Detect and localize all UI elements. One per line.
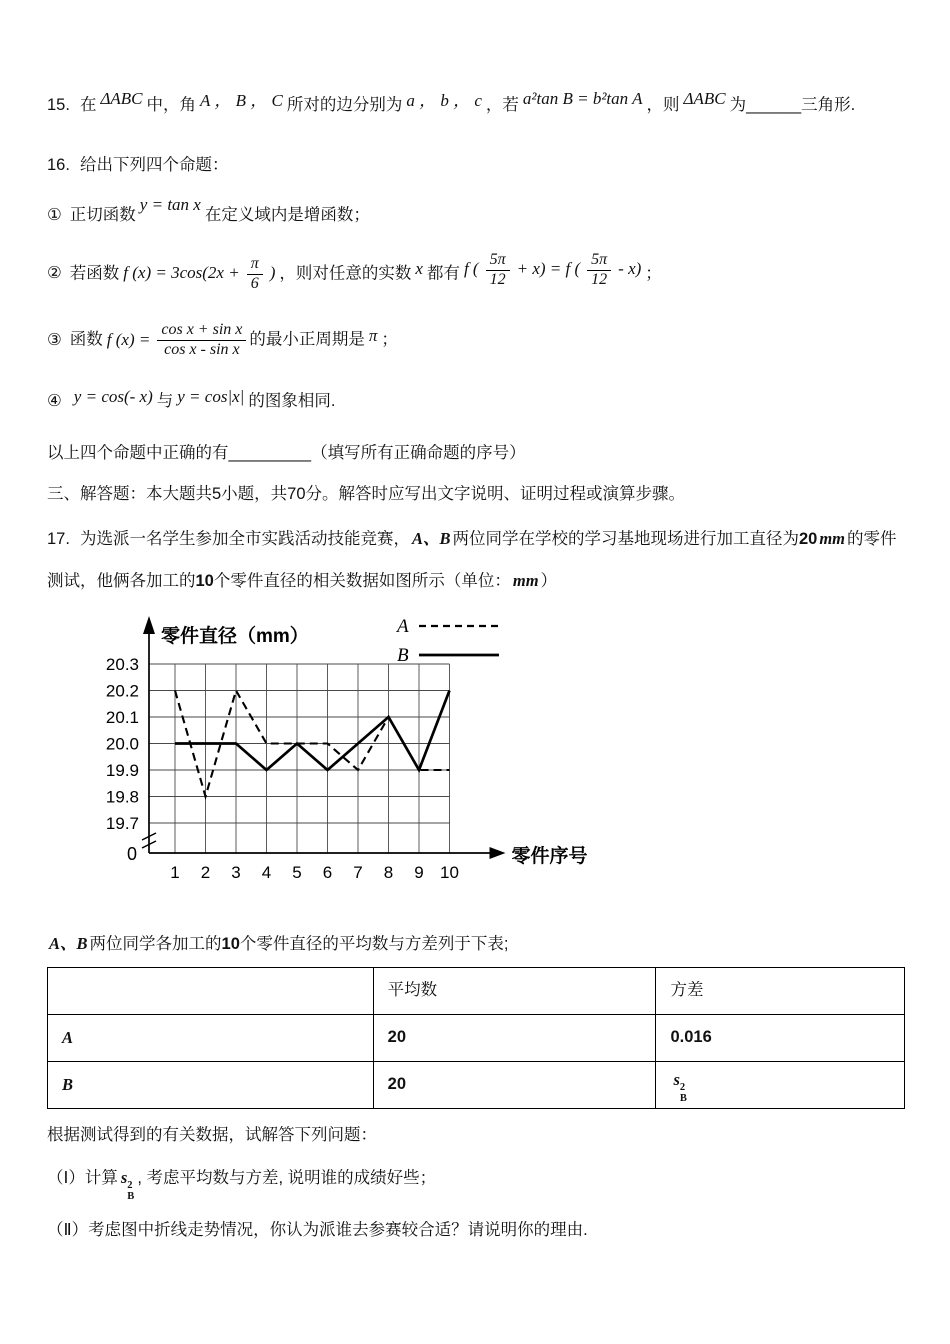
q16-p2-frac-pi-6 [247,255,263,294]
y-tick-label: 20.1 [105,708,139,727]
question-16-heading [47,153,905,179]
tintro-text-1: 两位同学各加工的 [89,934,222,953]
q17-count-10: 10 [195,571,214,590]
y-tick-label: 19.7 [105,814,139,833]
q17-text-3: 的零件测试，他俩各加工的 [47,529,897,590]
q17-text-2: 两位同学在学校的学习基地现场进行加工直径为 [452,529,799,548]
y-tick-label: 20.0 [105,734,139,754]
q15-math-triangle-abc-2: ΔABC [683,89,726,108]
row-a-mean: 20 [373,1015,656,1062]
frac-numerator: π [247,255,263,275]
x-tick-label: 10 [440,863,459,882]
q15-text-2: 中，角 [146,96,197,114]
q16-p4-marker: ④ [47,392,62,411]
q16-p2-math-mid: + x) = f ( [516,259,581,279]
tintro-text-2: 个零件直径的平均数与方差列于下表; [239,934,509,953]
parts-diameter-chart [75,608,905,909]
tintro-count-10: 10 [221,934,240,953]
y-tick-label: 20.2 [105,681,139,701]
x-tick-label: 9 [414,863,424,882]
question-16-heading-text: 给出下列四个命题： [79,155,229,174]
q17-unit-mm-2: mm [512,570,539,590]
frac-denominator: 12 [489,270,506,288]
y-tick-label: 19.9 [105,761,139,780]
frac-denominator: 6 [250,274,259,292]
q16-p2-marker: ② [47,264,62,283]
x-tick-label: 6 [322,863,333,882]
frac-denominator: cos x - sin x [164,341,240,359]
frac-denominator: 12 [591,270,608,288]
section-3-heading: 三、解答题：本大题共5小题，共70分。解答时应写出文字说明、证明过程或演算步骤。 [47,485,686,504]
svar-scripts [127,1180,134,1202]
question-17-part-2: （Ⅱ）考虑图中折线走势情况，你认为派谁去参赛较合适？请说明你的理由. [47,1220,588,1239]
table-row-a [48,1015,905,1062]
q15-text-3: 所对的边分别为 [286,96,403,114]
question-17-part-1 [47,1165,905,1202]
y-tick-label: 19.8 [105,787,139,807]
frac-numerator: 5π [486,251,510,271]
row-b-mean: 20 [373,1062,656,1109]
q16-proposition-3 [47,321,905,360]
question-15 [47,89,905,119]
table-header-row [48,968,905,1015]
svar-base: s [673,1069,680,1089]
question-15-number: 15. [47,96,70,114]
question-17 [47,518,905,602]
q16-proposition-1 [47,195,905,229]
q16-p1-text-2: 在定义域内是增函数； [204,206,370,225]
y-origin-label: 0 [126,844,137,864]
q15-math-angles: A ， B ， C [200,91,283,110]
q16-p3-math-pi: π [368,326,378,346]
q16-p2-math-end: - x) [618,259,642,279]
q16-proposition-4 [47,388,905,415]
q15-math-sides: a ， b ， c [406,91,482,110]
x-tick-label: 3 [231,863,241,882]
legend-label-b: B [397,645,409,666]
table-intro [47,931,905,958]
q16-p3-text-2: 的最小正周期是 [249,331,365,350]
tintro-ab: A、B [49,933,88,953]
q16-p2-frac-5pi-12-a [486,251,510,290]
svar-base: s [120,1167,128,1187]
q16-p2-math-fx: f (x) = 3cos(2x + [123,263,240,283]
svar-sub: B [679,1092,687,1104]
question-16-number: 16. [47,155,70,174]
row-b-variance [656,1062,905,1109]
row-a-label: A [48,1015,374,1062]
q16-p2-math-f-open: f ( [463,259,479,279]
q16-p2-text-3: 都有 [426,264,460,283]
q16-proposition-2 [47,250,905,294]
q17-text-5: ） [540,571,558,590]
q15-math-triangle-abc: ΔABC [100,89,143,108]
q16-p3-text-1: 函数 [69,331,103,350]
variance-b-symbol [673,1069,687,1104]
table-row-b [48,1062,905,1109]
q16-p1-math-tan: y = tan x [139,195,201,215]
q16-p1-text-1: 正切函数 [69,206,136,225]
q16-p4-text-2: 的图象相同. [248,392,336,411]
q15-text-1: 在 [79,96,97,114]
y-axis-title: 零件直径（mm） [161,626,309,647]
chart-legend [395,616,499,666]
row-b-label: B [48,1062,374,1109]
q16-p4-text-1: 与 [156,392,174,411]
x-tick-label: 2 [200,863,211,882]
q16-p4-math-cos-absx: y = cos|x| [177,387,245,407]
q16-answer-blank-line: 以上四个命题中正确的有_________（填写所有正确命题的序号） [47,443,526,462]
q16-p2-frac-5pi-12-b [587,251,611,290]
q16-p2-text-1: 若函数 [69,264,120,283]
frac-numerator: cos x + sin x [157,321,246,341]
table-header-mean: 平均数 [373,968,656,1015]
q16-p3-frac-cos-sin [157,321,246,360]
exam-page [47,89,905,1243]
frac-numerator: 5π [587,251,611,271]
x-tick-label: 7 [353,863,363,882]
table-header-empty [48,968,374,1015]
row-a-variance: 0.016 [656,1015,905,1062]
legend-label-a: A [397,616,409,637]
q17-part1-post: , 考虑平均数与方差, 说明谁的成绩好些； [137,1168,437,1187]
svar-scripts [680,1082,687,1104]
x-tick-label: 1 [170,863,180,882]
svar-sup: 2 [127,1179,133,1191]
x-tick-label: 8 [383,863,394,882]
x-axis-arrow [490,847,506,859]
q17-text-1: 为选派一名学生参加全市实践活动技能竞赛， [79,529,410,548]
q15-text-5: ，则 [646,96,680,114]
q17-diameter-value: 20 [798,529,818,548]
q15-math-equation: a²tan B = b²tan A [522,89,643,108]
q16-p2-text-2: ，则对任意的实数 [279,264,412,283]
q16-p2-text-4: ； [645,264,662,283]
q16-p1-marker: ① [47,206,62,225]
y-tick-label: 20.3 [105,655,139,674]
y-axis-arrow [143,616,155,634]
x-axis-title: 零件序号 [511,846,588,867]
svar-sub: B [127,1190,135,1202]
q16-p3-math-fx: f (x) = [106,330,151,350]
q17-unit-mm-1: mm [819,528,845,548]
q16-p3-marker: ③ [47,331,62,350]
q16-p4-math-cos-negx: y = cos(- x) [73,387,153,407]
svar-sup: 2 [679,1081,686,1093]
q16-p2-math-close: ) [269,263,276,283]
parts-diameter-chart-svg [75,608,645,900]
q16-p3-text-3: ； [381,331,398,350]
x-tick-label: 5 [292,863,302,882]
q15-text-4: ，若 [485,96,519,114]
stats-table [47,967,905,1109]
q15-text-blank: 为______三角形. [729,96,856,114]
variance-b-symbol-inline [120,1167,135,1202]
question-17-number: 17. [47,529,70,548]
table-header-variance: 方差 [656,968,905,1015]
q17-part1-pre: （Ⅰ）计算 [47,1168,118,1187]
x-tick-label: 4 [261,863,272,882]
q16-p2-math-x: x [415,259,423,279]
after-table-intro: 根据测试得到的有关数据，试解答下列问题： [47,1126,377,1145]
q17-text-4: 个零件直径的相关数据如图所示（单位： [213,571,511,590]
q17-students-ab: A、B [411,528,451,548]
